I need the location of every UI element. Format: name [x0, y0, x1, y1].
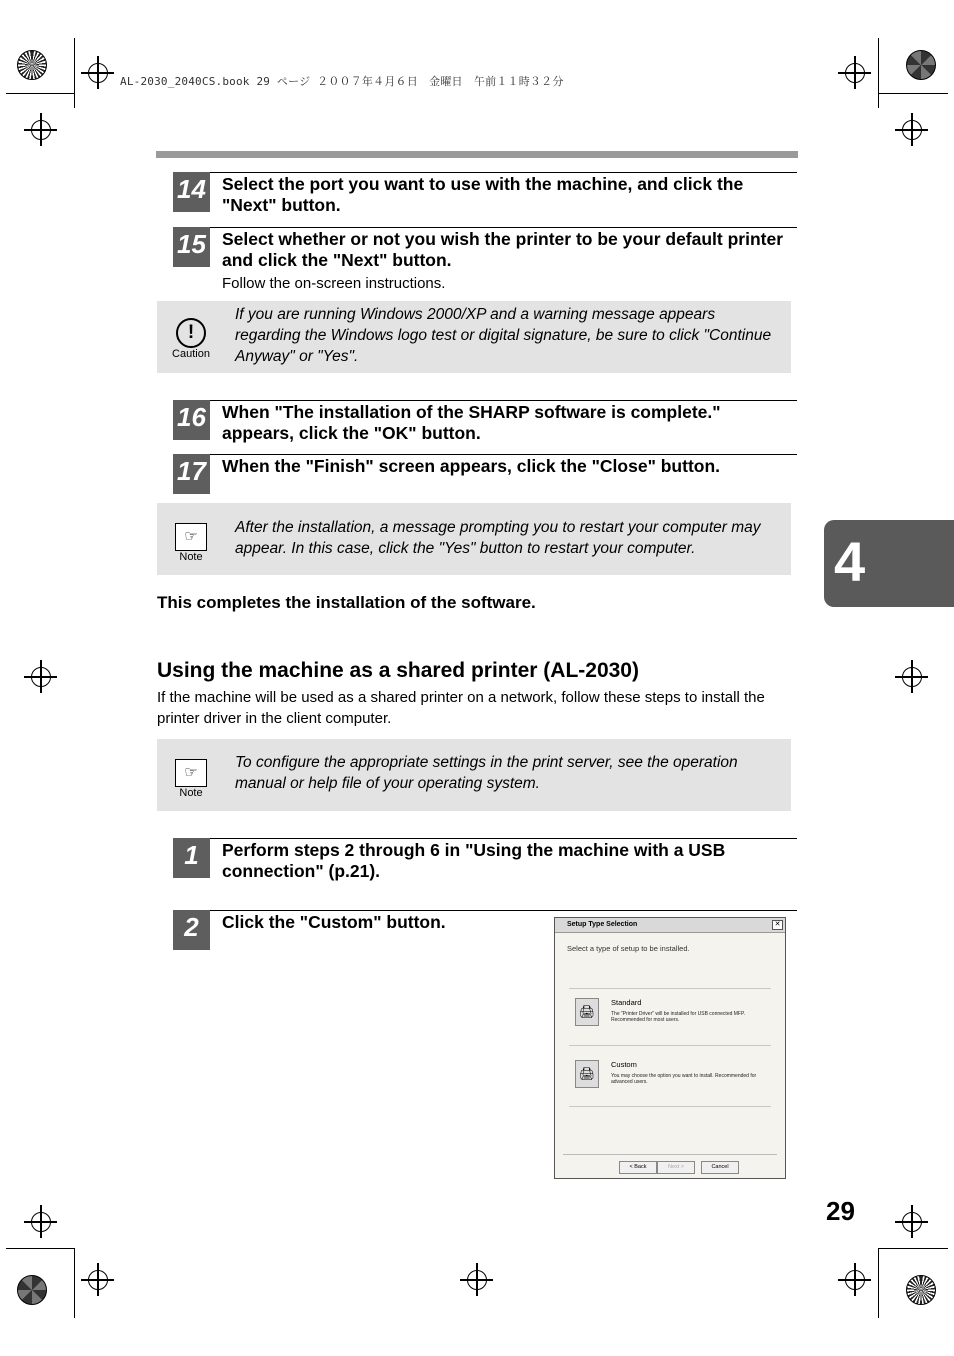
cancel-button[interactable]: Cancel [701, 1161, 739, 1174]
close-icon[interactable]: ✕ [772, 920, 783, 930]
crop-line [878, 1248, 879, 1318]
next-button[interactable]: Next > [657, 1161, 695, 1174]
registration-mark [31, 1212, 51, 1232]
step-rule [173, 172, 797, 173]
registration-wheel-bottom-left [17, 1275, 47, 1305]
note-text: To configure the appropriate settings in the print server, see the operation manual or help file of your operating system. [235, 754, 738, 792]
note-label: Note [179, 787, 203, 799]
option-custom-label[interactable]: Custom [611, 1060, 637, 1069]
registration-wheel-bottom-right [906, 1275, 936, 1305]
registration-mark [902, 1212, 922, 1232]
step-title: Click the "Custom" button. [222, 912, 446, 932]
step-rule [173, 227, 797, 228]
registration-mark [88, 63, 108, 83]
dialog-prompt: Select a type of setup to be installed. [567, 944, 690, 953]
registration-wheel-top-right [906, 50, 936, 80]
registration-mark [88, 1270, 108, 1290]
crop-line [6, 93, 74, 94]
registration-mark [902, 667, 922, 687]
caution-icon-group [157, 318, 225, 360]
note-icon-group [157, 523, 225, 563]
dialog-titlebar [555, 918, 785, 933]
pointing-hand-icon: ☞ [175, 759, 207, 787]
step-number: 15 [173, 227, 210, 267]
crop-line [878, 38, 879, 108]
step-body-text: Follow the on-screen instructions. [222, 275, 446, 292]
registration-mark [845, 63, 865, 83]
step-rule [173, 400, 797, 401]
caution-label: Caution [172, 348, 210, 360]
divider [569, 1045, 771, 1046]
step-number: 1 [173, 838, 210, 878]
standard-setup-icon[interactable]: 🖨 [575, 998, 599, 1026]
print-file-header: AL-2030_2040CS.book 29 ページ ２００７年４月６日 金曜日 午前１１時３２分 [120, 75, 564, 88]
step-number: 2 [173, 910, 210, 950]
divider [569, 1106, 771, 1107]
note-box [157, 503, 791, 575]
step-title: Perform steps 2 through 6 in "Using the machine with a USB connection" (p.21). [222, 840, 726, 881]
registration-mark [845, 1270, 865, 1290]
step-title: Select the port you want to use with the machine, and click the "Next" button. [222, 174, 744, 215]
section-intro: If the machine will be used as a shared printer on a network, follow these steps to install the printer driver in the client computer. [157, 689, 765, 727]
crop-line [74, 38, 75, 108]
registration-mark [467, 1270, 487, 1290]
caution-box [157, 301, 791, 373]
step-title: Select whether or not you wish the printer to be your default printer and click the "Next" button. [222, 229, 784, 270]
step-title: When "The installation of the SHARP software is complete." appears, click the "OK" button. [222, 402, 721, 443]
section-heading: Using the machine as a shared printer (AL-2030) [157, 659, 639, 682]
step-number: 16 [173, 400, 210, 440]
registration-mark [31, 120, 51, 140]
divider [569, 988, 771, 989]
setup-type-dialog [554, 917, 786, 1179]
registration-wheel-top-left [17, 50, 47, 80]
custom-setup-icon[interactable]: 🖨 [575, 1060, 599, 1088]
note-icon-group [157, 759, 225, 799]
chapter-tab [824, 520, 954, 607]
top-rule-bar [156, 151, 798, 158]
crop-line [878, 93, 948, 94]
option-custom-desc: You may choose the option you want to install. Recommended for advanced users. [611, 1073, 757, 1085]
caution-icon: ! [176, 318, 206, 348]
caution-text: If you are running Windows 2000/XP and a warning message appears regarding the Windows logo test or digital signature, be sure to click "Continue Anyway" or "Yes". [235, 306, 772, 365]
crop-line [878, 1248, 948, 1249]
step-rule [173, 838, 797, 839]
registration-mark [31, 667, 51, 687]
page-number: 29 [826, 1196, 855, 1226]
crop-line [6, 1248, 74, 1249]
registration-mark [902, 120, 922, 140]
divider [563, 1154, 777, 1155]
step-rule [173, 454, 797, 455]
step-rule [173, 910, 797, 911]
chapter-number: 4 [834, 530, 866, 593]
completion-text: This completes the installation of the software. [157, 593, 536, 612]
option-standard-desc: The "Printer Driver" will be installed for USB connected MFP. Recommended for most users. [611, 1011, 746, 1023]
note-text: After the installation, a message prompting you to restart your computer may appear. In this case, click the "Yes" button to restart your computer. [235, 519, 761, 557]
back-button[interactable]: < Back [619, 1161, 657, 1174]
step-number: 17 [173, 454, 210, 494]
step-number: 14 [173, 172, 210, 212]
step-title: When the "Finish" screen appears, click the "Close" button. [222, 456, 721, 476]
dialog-title: Setup Type Selection [567, 921, 638, 928]
pointing-hand-icon: ☞ [175, 523, 207, 551]
note-label: Note [179, 551, 203, 563]
note-box [157, 739, 791, 811]
option-standard-label[interactable]: Standard [611, 998, 642, 1007]
crop-line [74, 1248, 75, 1318]
